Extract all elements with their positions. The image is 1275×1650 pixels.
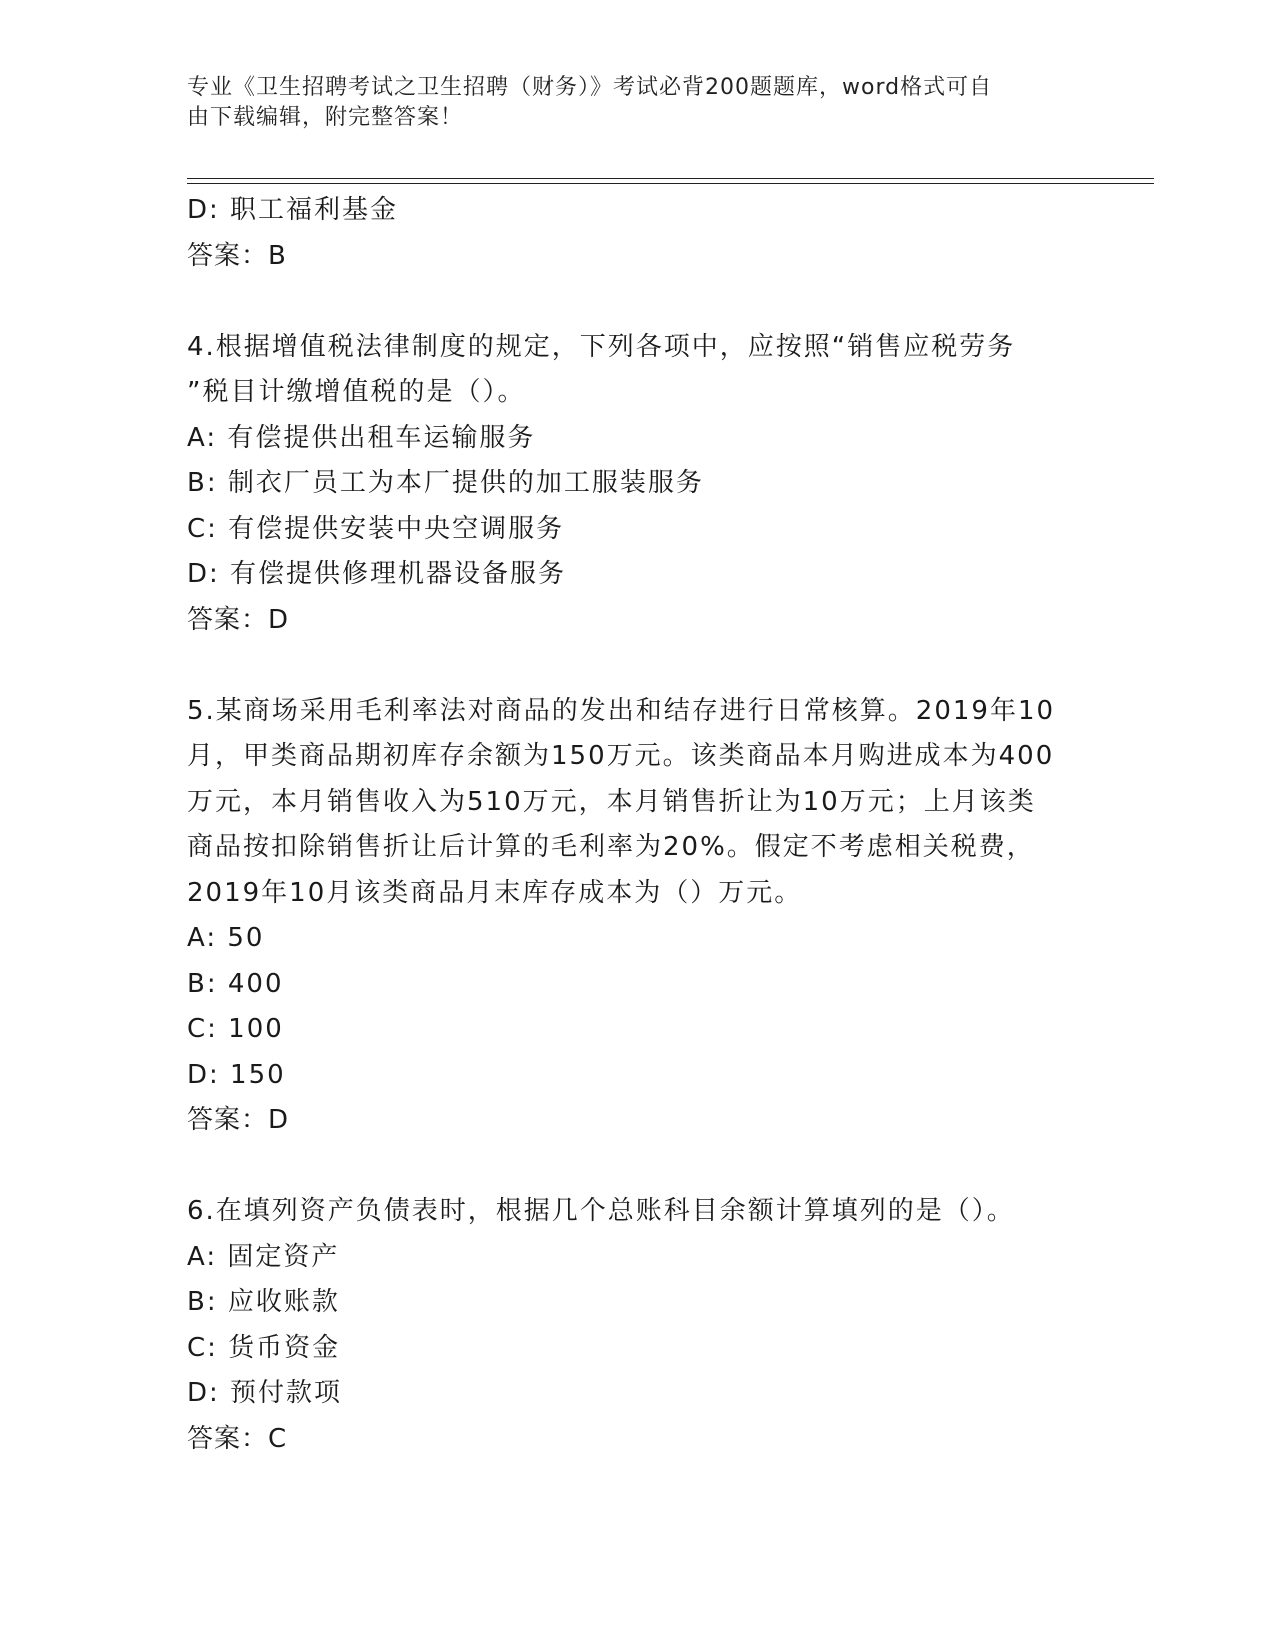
answer-line: 答案：D <box>187 604 290 635</box>
spacer <box>187 1144 1087 1190</box>
question-text-line: 6.在填列资产负债表时，根据几个总账科目余额计算填列的是（）。 <box>187 1196 1015 1226</box>
question-text-line: 万元，本月销售收入为510万元，本月销售折让为10万元；上月该类 <box>187 786 1036 817</box>
option-d: D: 150 <box>187 1059 286 1090</box>
option-b: B: 400 <box>187 968 284 999</box>
option-d: D: 职工福利基金 <box>187 195 399 225</box>
option-b: B: 应收账款 <box>187 1287 340 1317</box>
option-c: C: 货币资金 <box>187 1332 341 1363</box>
answer-line: 答案：D <box>187 1105 290 1135</box>
spacer <box>187 643 1087 689</box>
answer-line: 答案：B <box>187 240 287 271</box>
question-list <box>187 188 1087 1462</box>
question-4 <box>187 325 1087 644</box>
question-text-line: 2019年10月该类商品月末库存成本为（）万元。 <box>187 877 803 908</box>
question-text-line: 5.某商场采用毛利率法对商品的发出和结存进行日常核算。2019年10 <box>187 695 1056 726</box>
question-6 <box>187 1189 1087 1462</box>
option-a: A: 50 <box>187 923 265 953</box>
header-line-2: 由下载编辑，附完整答案！ <box>187 105 464 130</box>
answer-line: 答案：C <box>187 1423 288 1454</box>
option-a: A: 有偿提供出租车运输服务 <box>187 422 536 453</box>
header-divider-bottom <box>187 183 1154 184</box>
question-text-line: ”税目计缴增值税的是（）。 <box>187 377 526 407</box>
header-divider-top <box>187 178 1154 179</box>
option-c: C: 100 <box>187 1014 284 1044</box>
spacer <box>187 279 1087 325</box>
question-text-line: 月，甲类商品期初库存余额为150万元。该类商品本月购进成本为400 <box>187 741 1055 771</box>
option-d: D: 有偿提供修理机器设备服务 <box>187 559 567 589</box>
option-d: D: 预付款项 <box>187 1378 343 1408</box>
option-b: B: 制衣厂员工为本厂提供的加工服装服务 <box>187 468 704 498</box>
question-5 <box>187 689 1087 1144</box>
header-line-1: 专业《卫生招聘考试之卫生招聘（财务）》考试必背200题题库，word格式可自 <box>187 75 993 100</box>
question-text-line: 4.根据增值税法律制度的规定，下列各项中，应按照“销售应税劳务 <box>187 331 1016 362</box>
option-c: C: 有偿提供安装中央空调服务 <box>187 513 565 544</box>
question-text-line: 商品按扣除销售折让后计算的毛利率为20%。假定不考虑相关税费， <box>187 832 1035 862</box>
question-3-tail <box>187 188 1087 279</box>
document-header <box>187 73 1087 133</box>
option-a: A: 固定资产 <box>187 1241 340 1272</box>
